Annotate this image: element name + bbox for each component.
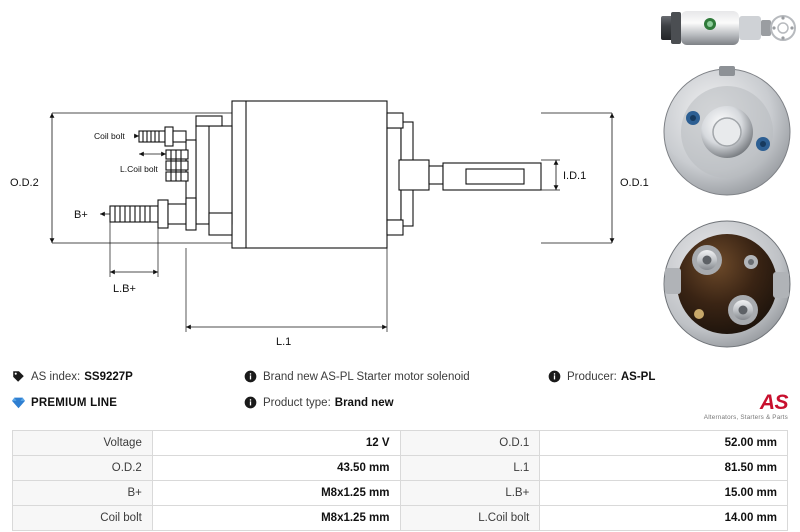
- product-info-strip: [0, 362, 800, 424]
- premium-line-label: PREMIUM LINE: [31, 396, 118, 409]
- label-bplus: B+: [74, 209, 88, 221]
- label-id1: I.D.1: [563, 170, 587, 182]
- premium-line-row: [12, 396, 117, 409]
- spec-value: 81.50 mm: [540, 456, 788, 481]
- product-type-value: Brand new: [334, 396, 394, 409]
- table-row: [13, 506, 788, 531]
- specifications-table: [12, 430, 788, 531]
- as-index-row: [12, 370, 133, 383]
- product-description-row: [244, 370, 470, 383]
- producer-row: [548, 370, 655, 383]
- spec-value: 14.00 mm: [540, 506, 788, 531]
- table-row: [13, 456, 788, 481]
- spec-key: L.Coil bolt: [400, 506, 540, 531]
- product-photo-side-view[interactable]: [655, 2, 800, 54]
- label-lbplus: L.B+: [113, 283, 136, 295]
- as-index-label: AS index:: [31, 370, 81, 383]
- spec-key: O.D.1: [400, 431, 540, 456]
- producer-label: Producer:: [567, 370, 617, 383]
- aspl-logo-mark: AS: [759, 391, 788, 414]
- spec-key: O.D.2: [13, 456, 153, 481]
- spec-key: L.B+: [400, 481, 540, 506]
- spec-value: 15.00 mm: [540, 481, 788, 506]
- spec-key: L.1: [400, 456, 540, 481]
- info-icon: [548, 370, 561, 383]
- spec-value: 52.00 mm: [540, 431, 788, 456]
- product-type-row: [244, 396, 394, 409]
- as-index-value: SS9227P: [84, 370, 133, 383]
- diamond-icon: [12, 396, 25, 409]
- label-coil-bolt: Coil bolt: [94, 131, 125, 141]
- tag-icon: [12, 370, 25, 383]
- product-type-label: Product type:: [263, 396, 331, 409]
- spec-value: 12 V: [152, 431, 400, 456]
- aspl-logo: [704, 392, 788, 421]
- label-l1: L.1: [276, 336, 292, 348]
- product-description: Brand new AS-PL Starter motor solenoid: [263, 370, 470, 383]
- info-icon: [244, 370, 257, 383]
- spec-key: B+: [13, 481, 153, 506]
- producer-value: AS-PL: [620, 370, 656, 383]
- spec-key: Voltage: [13, 431, 153, 456]
- label-od2: O.D.2: [10, 177, 39, 189]
- aspl-logo-tagline: Alternators, Starters & Parts: [703, 414, 788, 421]
- info-icon: [244, 396, 257, 409]
- label-od1: O.D.1: [620, 177, 649, 189]
- spec-value: 43.50 mm: [152, 456, 400, 481]
- spec-key: Coil bolt: [13, 506, 153, 531]
- product-photo-terminal-view[interactable]: [655, 210, 800, 358]
- table-row: [13, 431, 788, 456]
- table-row: [13, 481, 788, 506]
- product-photo-front-view[interactable]: [655, 58, 800, 206]
- spec-value: M8x1.25 mm: [152, 481, 400, 506]
- spec-value: M8x1.25 mm: [152, 506, 400, 531]
- product-photos: [655, 2, 800, 358]
- label-l-coil-bolt: L.Coil bolt: [120, 164, 158, 174]
